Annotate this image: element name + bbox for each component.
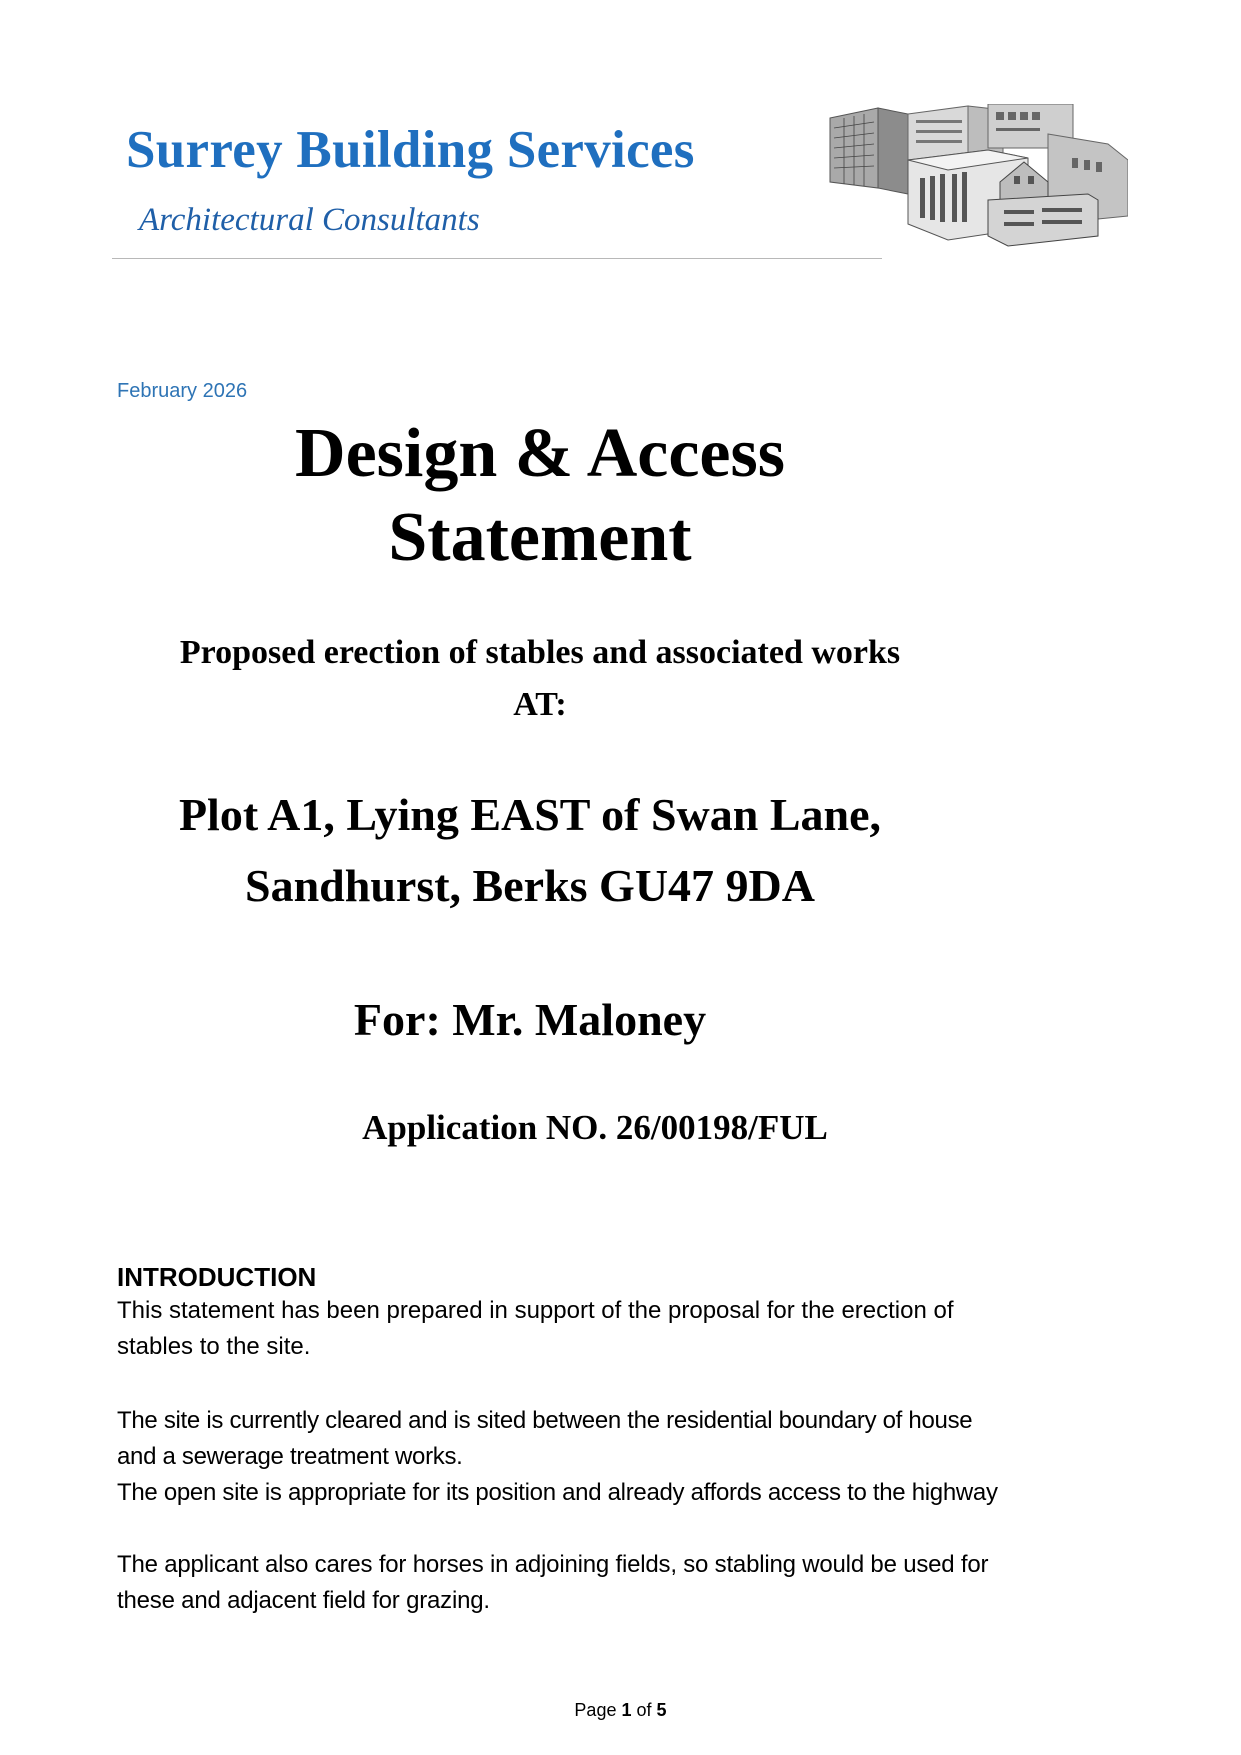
company-tagline: Architectural Consultants xyxy=(139,202,480,238)
page-label: Page xyxy=(574,1700,617,1720)
application-number: Application NO. 26/00198/FUL xyxy=(362,1108,828,1147)
proposal-description: Proposed erection of stables and associated works xyxy=(179,634,901,671)
current-page-number: 1 xyxy=(621,1700,632,1720)
site-address-line2: Sandhurst, Berks GU47 9DA xyxy=(245,860,815,911)
header-divider xyxy=(112,258,882,259)
page-footer xyxy=(0,1700,1241,1721)
document-date: February 2026 xyxy=(117,380,248,402)
company-name: Surrey Building Services xyxy=(126,121,695,179)
client-name: For: Mr. Maloney xyxy=(353,994,707,1045)
document-title-line2: Statement xyxy=(388,499,692,576)
paragraph-line: The open site is appropriate for its position and already affords access to the highway xyxy=(117,1479,998,1506)
site-address-line1: Plot A1, Lying EAST of Swan Lane, xyxy=(178,789,882,840)
proposal-at-label: AT: xyxy=(513,686,567,723)
introduction-paragraph-4 xyxy=(117,1547,1117,1619)
document-title-line1: Design & Access xyxy=(295,415,785,492)
of-label: of xyxy=(636,1700,652,1720)
paragraph-line: The applicant also cares for horses in adjoining fields, so stabling would be used for xyxy=(117,1551,989,1578)
paragraph-line: stables to the site. xyxy=(117,1333,311,1360)
paragraph-line: these and adjacent field for grazing. xyxy=(117,1587,490,1614)
introduction-paragraph-1 xyxy=(117,1293,1117,1365)
paragraph-line: The site is currently cleared and is sited between the residential boundary of house xyxy=(117,1407,973,1434)
introduction-paragraph-3 xyxy=(117,1475,1117,1511)
buildings-illustration-icon xyxy=(828,104,1128,248)
introduction-paragraph-2 xyxy=(117,1403,1117,1475)
paragraph-line: This statement has been prepared in support of the proposal for the erection of xyxy=(117,1297,954,1324)
paragraph-line: and a sewerage treatment works. xyxy=(117,1443,463,1470)
total-pages-number: 5 xyxy=(656,1700,667,1720)
introduction-heading: INTRODUCTION xyxy=(117,1262,317,1292)
